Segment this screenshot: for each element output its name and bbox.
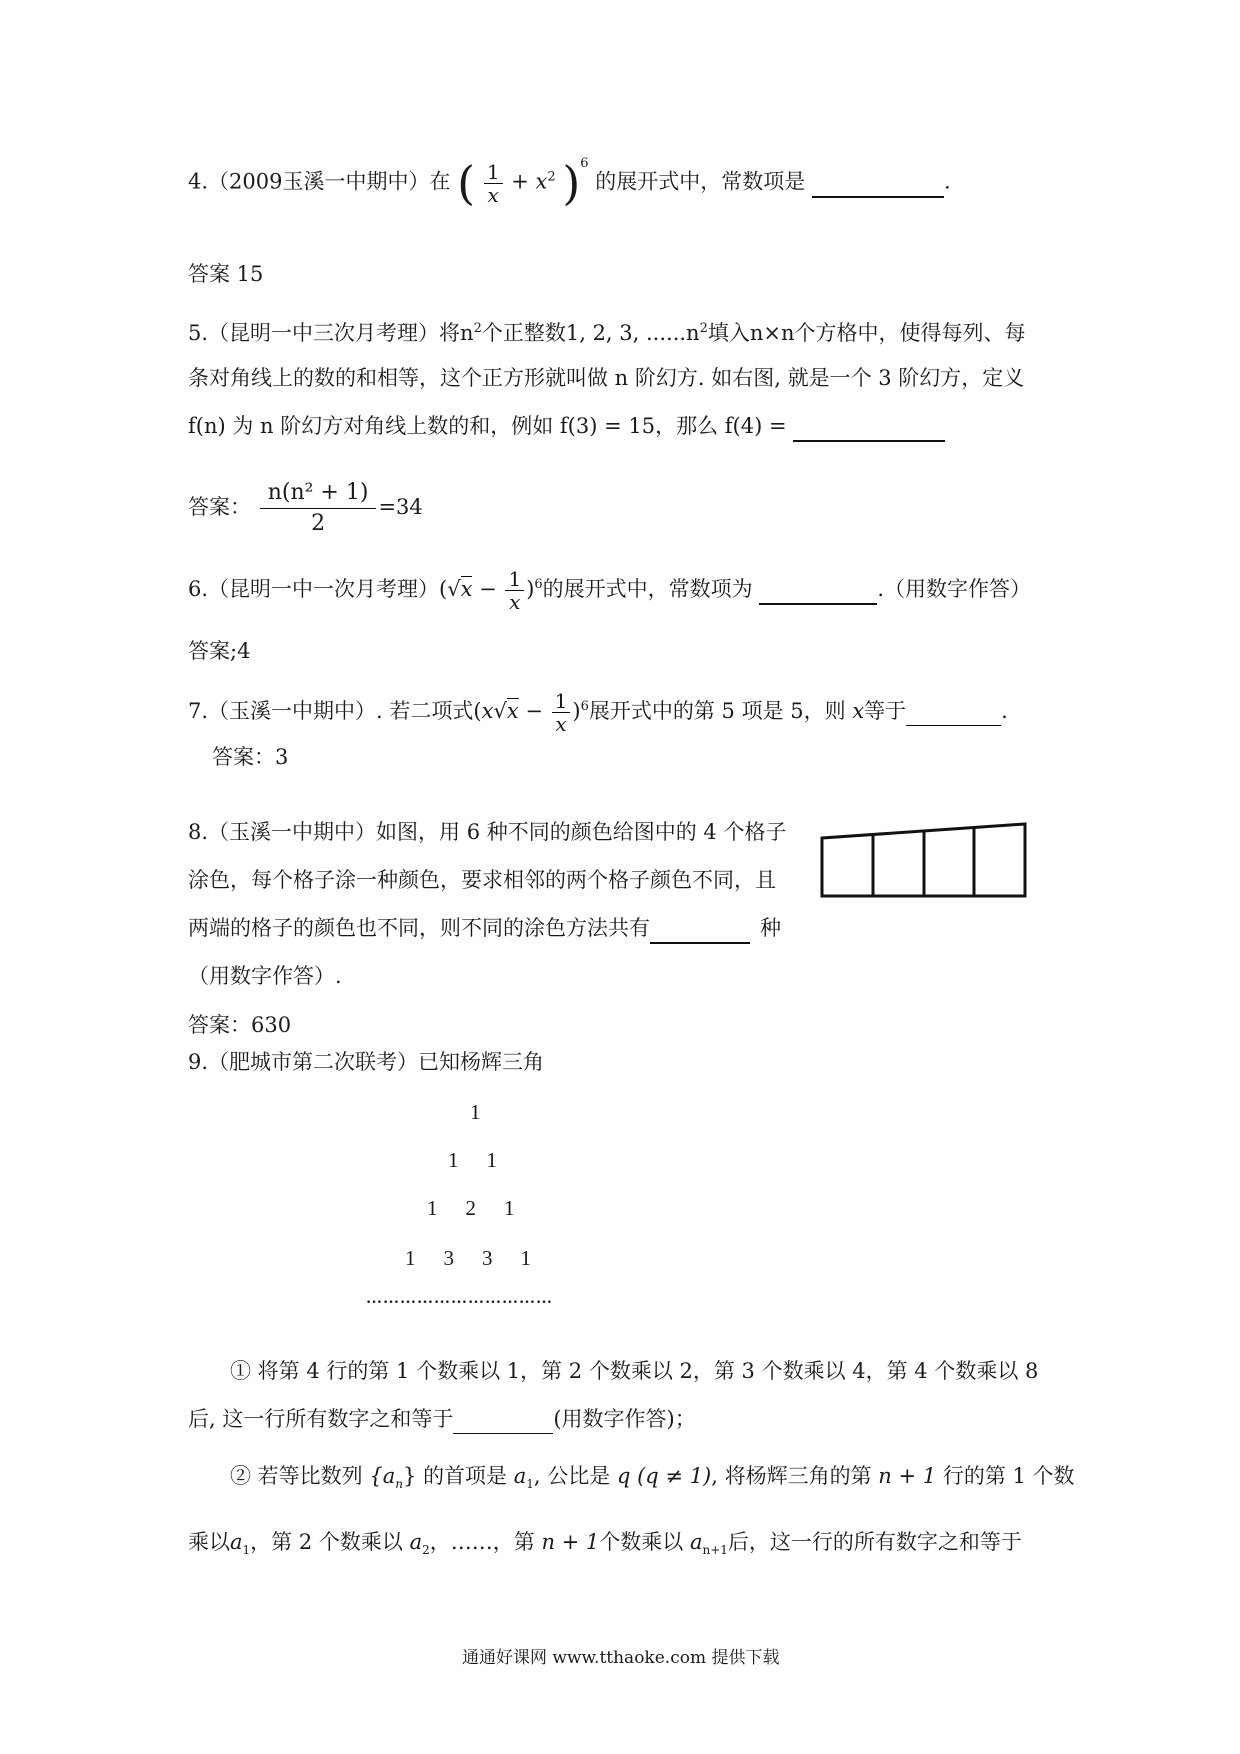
q4-left-paren: (	[457, 156, 476, 210]
q7-end: .	[1001, 699, 1008, 723]
q9-tri-cell: 3	[482, 1246, 493, 1270]
q9-part2-a1: a	[513, 1464, 527, 1488]
q6-frac-den: x	[509, 590, 521, 614]
q9-tri-cell: 1	[405, 1246, 416, 1270]
q6-minus: −	[479, 577, 497, 601]
q9-part1-answer-blank	[453, 1405, 553, 1434]
q9-part2-line1	[230, 1462, 1075, 1498]
q8-answer: 答案：630	[188, 1013, 292, 1037]
q6-prefix: 6.（昆明一中一次月考理）(	[188, 577, 448, 601]
q4-suffix: 的展开式中，常数项是	[595, 169, 806, 194]
q9-tri-cell: 1	[448, 1148, 459, 1172]
q9-tri-cell: 1	[504, 1196, 515, 1220]
q5-answer-label: 答案：	[188, 495, 251, 519]
q5-answer-num: n(n² + 1)	[260, 478, 377, 509]
q9-part2-seq: {a	[369, 1464, 396, 1488]
q9-triangle-row-2	[448, 1148, 497, 1173]
q9-part2-a: ② 若等比数列	[230, 1464, 363, 1488]
q7-line	[188, 690, 1008, 735]
q9-triangle-row-1	[470, 1100, 481, 1125]
q9-part2-l2-n1: n + 1	[541, 1530, 600, 1554]
q5-line3-text: f(n) 为 n 阶幻方对角线上数的和，例如 f(3) = 15，那么 f(4) =	[188, 414, 787, 438]
q9-part2-seq-sub: n	[395, 1477, 403, 1492]
q5-line1	[188, 315, 1026, 347]
q7-answer: 答案：3	[212, 745, 289, 769]
q8-line3-b: 种	[760, 916, 781, 940]
q6-frac-num: 1	[505, 568, 524, 591]
q8-answer-blank	[650, 914, 750, 944]
q6-close: )	[526, 577, 535, 601]
q7-exp: 6	[580, 699, 589, 714]
q4-frac-den: x	[487, 182, 499, 207]
q7-fraction	[552, 690, 571, 735]
q9-part2-l2-b: ，第 2 个数乘以	[250, 1530, 403, 1554]
q8-grid-figure	[820, 820, 1032, 900]
q4-right-paren: )	[562, 156, 581, 210]
q6-suffix: 的展开式中，常数项为	[542, 577, 753, 601]
q4-x: x	[535, 169, 548, 194]
q8-line2: 涂色，每个格子涂一种颜色，要求相邻的两个格子颜色不同，且	[188, 868, 776, 892]
q5-answer-fraction	[260, 478, 377, 539]
q4-prefix: 4.（2009玉溪一中期中）在	[188, 169, 451, 194]
q7-minus: −	[525, 699, 543, 723]
q9-part1-line2-a: 后, 这一行所有数字之和等于	[188, 1407, 454, 1431]
q5-line3	[188, 412, 945, 442]
q9-part2-l2-a2-sub: 2	[422, 1543, 430, 1558]
q5-line2: 条对角线上的数的和相等，这个正方形就叫做 n 阶幻方. 如右图, 就是一个 3 阶幻方，定义	[188, 366, 1025, 390]
q7-frac-den: x	[555, 712, 567, 736]
q4-plus: +	[511, 169, 529, 194]
q9-part2-c: , 公比是	[533, 1464, 611, 1488]
q6-answer: 答案;4	[188, 639, 251, 663]
q6-sqrt-x: x	[460, 577, 473, 601]
q9-part2-l2-d: 个数乘以	[599, 1530, 684, 1554]
q4-answer-blank	[812, 168, 944, 198]
q7-sqrt-x: x	[506, 699, 519, 723]
q9-part2-l2-an-sub: n+1	[702, 1543, 728, 1558]
q9-triangle-dots: ……………………………	[366, 1290, 553, 1307]
q4-outer-exp: 6	[580, 155, 589, 171]
q4-line	[188, 155, 951, 210]
q9-part2-seq-close: }	[403, 1464, 417, 1488]
q5-answer-value: =34	[378, 495, 423, 519]
q4-end: .	[943, 169, 951, 194]
q4-answer: 答案 15	[188, 262, 264, 286]
q8-line3-a: 两端的格子的颜色也不同，则不同的涂色方法共有	[188, 916, 650, 940]
q7-frac-num: 1	[552, 690, 571, 713]
q9-part2-l2-an: a	[689, 1530, 703, 1554]
q5-n-exp: 2	[473, 321, 482, 336]
q6-exp: 6	[534, 577, 543, 592]
q5-answer	[188, 478, 423, 539]
q9-tri-cell: 1	[427, 1196, 438, 1220]
q9-part2-e: 行的第 1 个数	[942, 1464, 1075, 1488]
q7-close: )	[572, 699, 581, 723]
q9-part2-l2-a1: a	[230, 1530, 243, 1554]
q7-x: x	[481, 699, 494, 723]
q9-part2-a1-sub: 1	[526, 1477, 534, 1492]
q9-tri-cell: 1	[470, 1100, 481, 1124]
q8-line1: 8.（玉溪一中期中）如图，用 6 种不同的颜色给图中的 4 个格子	[188, 820, 787, 844]
q9-part2-l2-e: 后，这一行的所有数字之和等于	[727, 1530, 1022, 1554]
q9-part2-l2-a1-sub: 1	[242, 1543, 251, 1558]
q5-line1-a: 5.（昆明一中三次月考理）将	[188, 321, 461, 345]
q9-part2-n1: n + 1	[878, 1464, 937, 1488]
q6-end: .（用数字作答）	[877, 577, 1032, 601]
q5-answer-blank	[793, 412, 945, 442]
q4-frac-num: 1	[484, 161, 503, 184]
q5-line1-c: 填入n×n个方格中，使得每列、每	[707, 321, 1026, 345]
q9-part2-l2-c: ，……，第	[429, 1530, 535, 1554]
q9-tri-cell: 1	[520, 1246, 531, 1270]
q9-part2-q: q	[616, 1464, 631, 1488]
q9-part2-l2-a: 乘以	[188, 1530, 230, 1554]
q6-sqrt-sign: √	[447, 577, 461, 601]
q4-x-exp: 2	[547, 169, 556, 185]
q9-part1-line1: ① 将第 4 行的第 1 个数乘以 1，第 2 个数乘以 2，第 3 个数乘以 4，第 4 个数乘以 8	[230, 1359, 1039, 1383]
q7-x2: x	[852, 699, 865, 723]
q7-prefix: 7.（玉溪一中期中）. 若二项式(	[188, 699, 482, 723]
q4-fraction	[484, 161, 503, 206]
q9-part2-b: 的首项是	[423, 1464, 508, 1488]
q9-triangle-row-3	[427, 1196, 515, 1221]
q9-tri-cell: 1	[486, 1148, 497, 1172]
q7-mid: 展开式中的第 5 项是 5，则	[588, 699, 846, 723]
q5-line1-b-exp: 2	[699, 321, 708, 336]
q9-part2-line2	[188, 1528, 1022, 1564]
q5-line1-b: 个正整数1, 2, 3, ......n	[481, 321, 700, 345]
q6-answer-blank	[759, 575, 877, 605]
q9-part2-l2-a2: a	[409, 1530, 423, 1554]
q9-tri-cell: 2	[465, 1196, 476, 1220]
page-footer: 通通好课网 www.tthaoke.com 提供下载	[462, 1648, 780, 1668]
q9-part1-line2	[188, 1405, 696, 1434]
q9-part2-d: , 将杨辉三角的第	[711, 1464, 872, 1488]
q9-tri-cell: 3	[443, 1246, 454, 1270]
q7-answer-blank	[906, 697, 1001, 726]
q9-part1-line2-b: (用数字作答)；	[553, 1407, 696, 1431]
q5-n: n	[460, 321, 474, 345]
q9-title: 9.（肥城市第二次联考）已知杨辉三角	[188, 1050, 545, 1074]
q6-line	[188, 568, 1031, 613]
q8-line4: （用数字作答）.	[188, 964, 342, 988]
q8-line3	[188, 914, 781, 944]
q5-answer-den: 2	[311, 511, 326, 536]
q9-triangle-row-4	[405, 1246, 531, 1271]
q6-fraction	[505, 568, 524, 613]
q7-sqrt-sign: √	[493, 699, 507, 723]
q9-part2-q-cond: (q ≠ 1)	[637, 1464, 712, 1488]
q7-suffix: 等于	[864, 699, 907, 723]
